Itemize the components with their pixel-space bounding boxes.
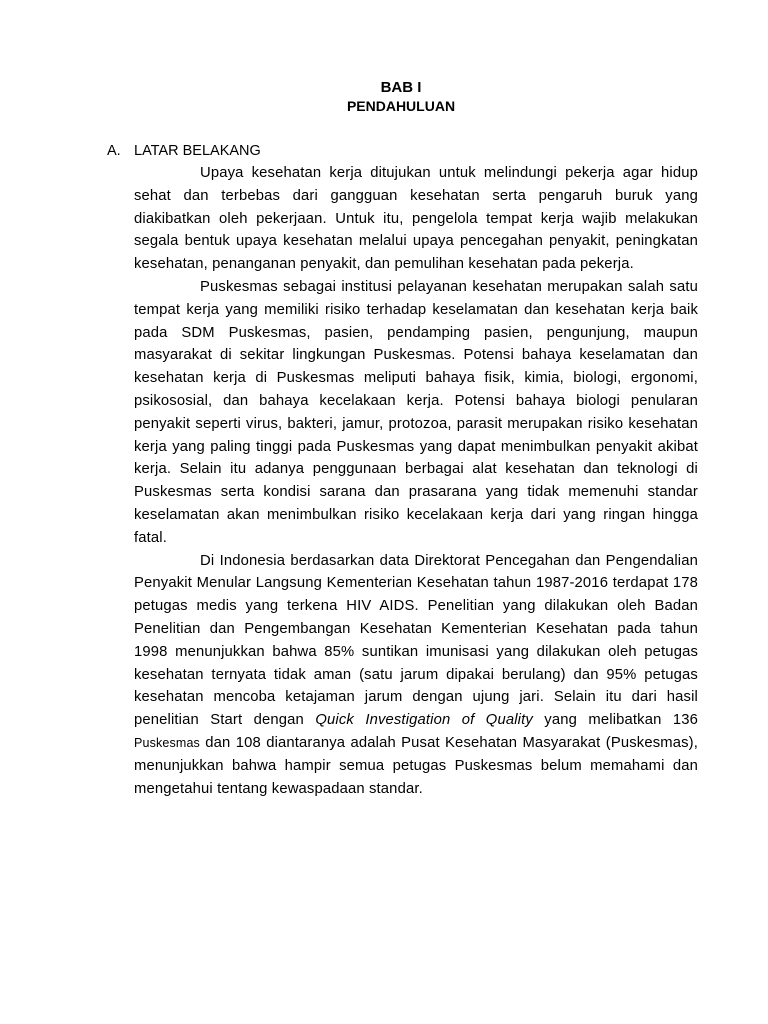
paragraph-3-part-2: yang melibatkan 136: [532, 712, 698, 729]
chapter-title: PENDAHULUAN: [346, 98, 456, 114]
paragraph-3-part-1: Di Indonesia berdasarkan data Direktorat Pencegahan dan Pengendalian Penyakit Menular Langsung Kementerian Kesehatan tahun 1987-2016 terdapat 178 petugas medis yang terkena HIV AIDS. Penelitian yang dilakukan oleh Badan Penelitian dan Pengembangan Kesehatan Kementerian Kesehatan pada tahun 1998 menunjukkan bahwa 85% suntikan imunisasi yang dilakukan oleh petugas kesehatan ternyata tidak aman (satu jarum dipakai berulang) dan 95% petugas kesehatan mencoba ketajaman jarum dengan ujung jari. Selain itu dari hasil penelitian Start dengan: [134, 552, 698, 729]
chapter-number: BAB I: [380, 79, 422, 96]
paragraph-2: Puskesmas sebagai institusi pelayanan kesehatan merupakan salah satu tempat kerja yang memiliki risiko terhadap keselamatan dan kesehatan kerja baik pada SDM Puskesmas, pasien, pendamping pasien, pengunjung, maupun masyarakat di sekitar lingkungan Puskesmas. Potensi bahaya keselamatan dan kesehatan kerja di Puskesmas meliputi bahaya fisik, kimia, biologi, ergonomi, psikososial, dan bahaya kecelakaan kerja. Potensi bahaya biologi penularan penyakit seperti virus, bakteri, jamur, protozoa, parasit merupakan risiko kesehatan kerja yang paling tinggi pada Puskesmas yang dapat menimbulkan penyakit akibat kerja. Selain itu adanya penggunaan berbagai alat kesehatan dan teknologi di Puskesmas serta kondisi sarana dan prasarana yang tidak memenuhi standar keselamatan akan menimbulkan risiko kecelakaan kerja dari yang ringan hingga fatal.: [134, 278, 698, 546]
body-text: [134, 162, 698, 800]
paragraph-3-small-word: Puskesmas: [134, 735, 200, 750]
paragraph-3: [134, 550, 698, 801]
paragraph-3-part-3: dan 108 diantaranya adalah Pusat Kesehatan Masyarakat (Puskesmas), menunjukkan bahwa hampir semua petugas Puskesmas belum memahami dan mengetahui tentang kewaspadaan standar.: [134, 734, 698, 797]
section-letter: A.: [107, 143, 121, 159]
section-heading: [107, 141, 261, 161]
method-name: Quick Investigation of Quality: [315, 712, 533, 729]
section-title: LATAR BELAKANG: [134, 143, 261, 159]
paragraph-1: Upaya kesehatan kerja ditujukan untuk melindungi pekerja agar hidup sehat dan terbebas dari gangguan kesehatan serta pengaruh buruk yang diakibatkan oleh pekerjaan. Untuk itu, pengelola tempat kerja wajib melakukan segala bentuk upaya kesehatan melalui upaya pencegahan penyakit, peningkatan kesehatan, penanganan penyakit, dan pemulihan kesehatan pada pekerja.: [134, 165, 698, 273]
